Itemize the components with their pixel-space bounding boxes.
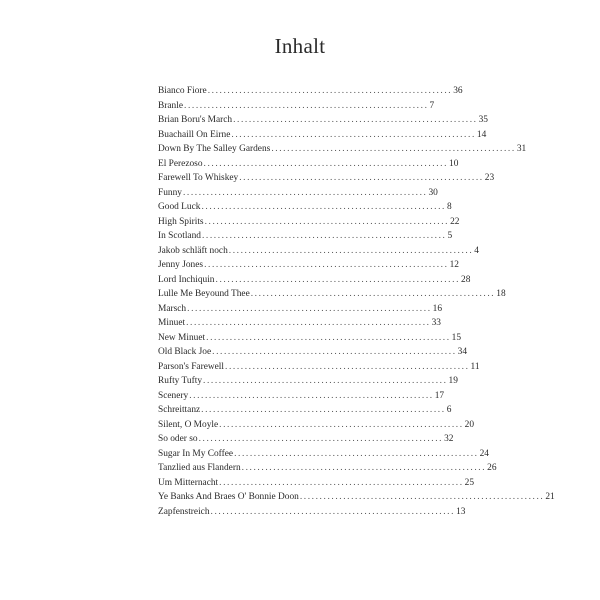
dot-leader: .............................................................. — [225, 361, 470, 372]
toc-entry-page-number: 30 — [428, 187, 438, 198]
toc-entry-page-number: 18 — [496, 289, 506, 299]
toc-entry-page-number: 26 — [487, 463, 497, 473]
dot-leader: .............................................................. — [204, 260, 449, 270]
toc-entry-page-number: 15 — [451, 332, 462, 343]
toc-entry-page-number: 33 — [431, 318, 441, 328]
toc-entry — [158, 287, 506, 302]
dot-leader: .............................................................. — [198, 434, 444, 444]
toc-entry-title: Marsch — [158, 303, 187, 314]
dot-leader: .............................................................. — [233, 115, 478, 125]
dot-leader: .............................................................. — [203, 376, 448, 386]
page-title: Inhalt — [274, 34, 326, 58]
toc-entry — [158, 186, 438, 201]
toc-entry — [158, 461, 497, 476]
toc-entry-title: Minuet — [158, 318, 186, 328]
dot-leader: .............................................................. — [187, 303, 432, 314]
toc-entry — [158, 200, 452, 215]
toc-entry — [158, 244, 479, 259]
dot-leader: .............................................................. — [204, 216, 450, 227]
dot-leader: .............................................................. — [207, 86, 453, 96]
toc-entry — [158, 389, 445, 404]
toc-entry-title: Branle — [158, 100, 183, 111]
toc-entry — [158, 215, 460, 230]
toc-entry-page-number: 31 — [516, 144, 527, 154]
toc-entry-page-number: 24 — [479, 448, 489, 459]
toc-entry-title: Silent, O Moyle — [158, 419, 219, 430]
toc-entry — [158, 432, 454, 447]
toc-entry — [158, 345, 468, 360]
dot-leader: .............................................................. — [182, 187, 428, 198]
toc-entry-title: Lulle Me Beyound Thee — [158, 289, 250, 299]
toc-entry — [158, 302, 443, 317]
toc-entry-title: Jakob schläft noch — [158, 245, 228, 256]
toc-entry-page-number: 10 — [449, 158, 459, 169]
toc-entry-page-number: 35 — [478, 115, 488, 125]
toc-entry-page-number: 7 — [429, 100, 435, 111]
toc-entry — [158, 258, 459, 273]
toc-entry — [158, 229, 453, 244]
toc-entry — [158, 447, 489, 462]
toc-entry — [158, 99, 435, 114]
dot-leader: .............................................................. — [219, 477, 464, 488]
toc-entry — [158, 490, 555, 505]
toc-entry-title: Parson's Farewell — [158, 361, 225, 372]
dot-leader: .............................................................. — [215, 274, 461, 285]
toc-entry-title: Rufty Tufty — [158, 376, 203, 386]
toc-entry-title: Farewell To Whiskey — [158, 173, 239, 183]
toc-entry-title: New Minuet — [158, 332, 206, 343]
toc-entry-page-number: 21 — [545, 492, 555, 502]
dot-leader: .............................................................. — [271, 144, 516, 154]
toc-entry-title: Ye Banks And Braes O' Bonnie Doon — [158, 492, 299, 502]
toc-entry — [158, 157, 459, 172]
toc-entry-title: Zapfenstreich — [158, 506, 210, 517]
dot-leader: .............................................................. — [201, 202, 446, 212]
dot-leader: .............................................................. — [210, 506, 456, 517]
toc-entry-page-number: 6 — [446, 405, 452, 415]
dot-leader: .............................................................. — [206, 332, 451, 343]
toc-entry-page-number: 19 — [448, 376, 458, 386]
toc-entry-page-number: 22 — [450, 216, 460, 227]
toc-entry-title: In Scotland — [158, 231, 201, 241]
toc-entry — [158, 403, 452, 418]
toc-entry-title: Tanzlied aus Flandern — [158, 463, 241, 473]
toc-entry-page-number: 34 — [457, 347, 468, 357]
dot-leader: .............................................................. — [241, 463, 487, 473]
toc-entry-title: Jenny Jones — [158, 260, 204, 270]
toc-entry — [158, 360, 480, 375]
dot-leader: .............................................................. — [231, 129, 476, 140]
toc-entry-page-number: 17 — [434, 390, 445, 401]
dot-leader: .............................................................. — [228, 245, 474, 256]
toc-entry-title: Down By The Salley Gardens — [158, 144, 271, 154]
toc-entry-page-number: 11 — [470, 361, 480, 372]
toc-entry — [158, 316, 441, 331]
toc-entry-page-number: 36 — [453, 86, 463, 96]
toc-entry-page-number: 28 — [461, 274, 471, 285]
toc-entry-page-number: 20 — [464, 419, 475, 430]
toc-entry — [158, 476, 475, 491]
toc-entry-title: Funny — [158, 187, 182, 198]
toc-entry-title: Buachaill On Eirne — [158, 129, 231, 140]
toc-entry-page-number: 8 — [446, 202, 452, 212]
toc-entry-page-number: 13 — [456, 506, 466, 517]
toc-entry — [158, 331, 462, 346]
dot-leader: .............................................................. — [203, 158, 449, 169]
toc-entry-title: Good Luck — [158, 202, 201, 212]
toc-entry — [158, 273, 471, 288]
toc-entry — [158, 142, 527, 157]
toc-entry-title: Brian Boru's March — [158, 115, 233, 125]
dot-leader: .............................................................. — [189, 390, 434, 401]
toc-entry — [158, 84, 463, 99]
toc-entry-page-number: 23 — [484, 173, 495, 183]
toc-entry-title: Old Black Joe — [158, 347, 212, 357]
toc-entry — [158, 171, 495, 186]
dot-leader: .............................................................. — [186, 318, 431, 328]
toc-entry-page-number: 4 — [474, 245, 479, 256]
toc-entry-title: Sugar In My Coffee — [158, 448, 234, 459]
toc-entry-page-number: 25 — [464, 477, 475, 488]
toc-entry-page-number: 16 — [432, 303, 443, 314]
dot-leader: .............................................................. — [234, 448, 479, 459]
toc-entry-title: So oder so — [158, 434, 198, 444]
toc-entry-page-number: 5 — [447, 231, 453, 241]
toc-entry-title: Um Mitternacht — [158, 477, 219, 488]
toc-entry-title: Bianco Fiore — [158, 86, 207, 96]
toc-entry-title: El Perezoso — [158, 158, 203, 169]
dot-leader: .............................................................. — [299, 492, 545, 502]
toc-entry — [158, 505, 466, 520]
toc-entry-title: Scenery — [158, 390, 189, 401]
toc-entry — [158, 418, 475, 433]
toc-entry-title: High Spirits — [158, 216, 204, 227]
dot-leader: .............................................................. — [201, 405, 446, 415]
toc-entry — [158, 128, 487, 143]
dot-leader: .............................................................. — [212, 347, 457, 357]
toc-entry-title: Schreittanz — [158, 405, 201, 415]
dot-leader: .............................................................. — [184, 100, 429, 111]
toc-entry-page-number: 12 — [449, 260, 459, 270]
toc-entry-page-number: 32 — [444, 434, 454, 444]
dot-leader: .............................................................. — [239, 173, 484, 183]
dot-leader: .............................................................. — [219, 419, 464, 430]
toc-entry-page-number: 14 — [476, 129, 487, 140]
table-of-contents — [158, 84, 555, 519]
dot-leader: .............................................................. — [250, 289, 496, 299]
toc-entry-title: Lord Inchiquin — [158, 274, 215, 285]
dot-leader: .............................................................. — [201, 231, 447, 241]
toc-entry — [158, 374, 458, 389]
toc-entry — [158, 113, 488, 128]
